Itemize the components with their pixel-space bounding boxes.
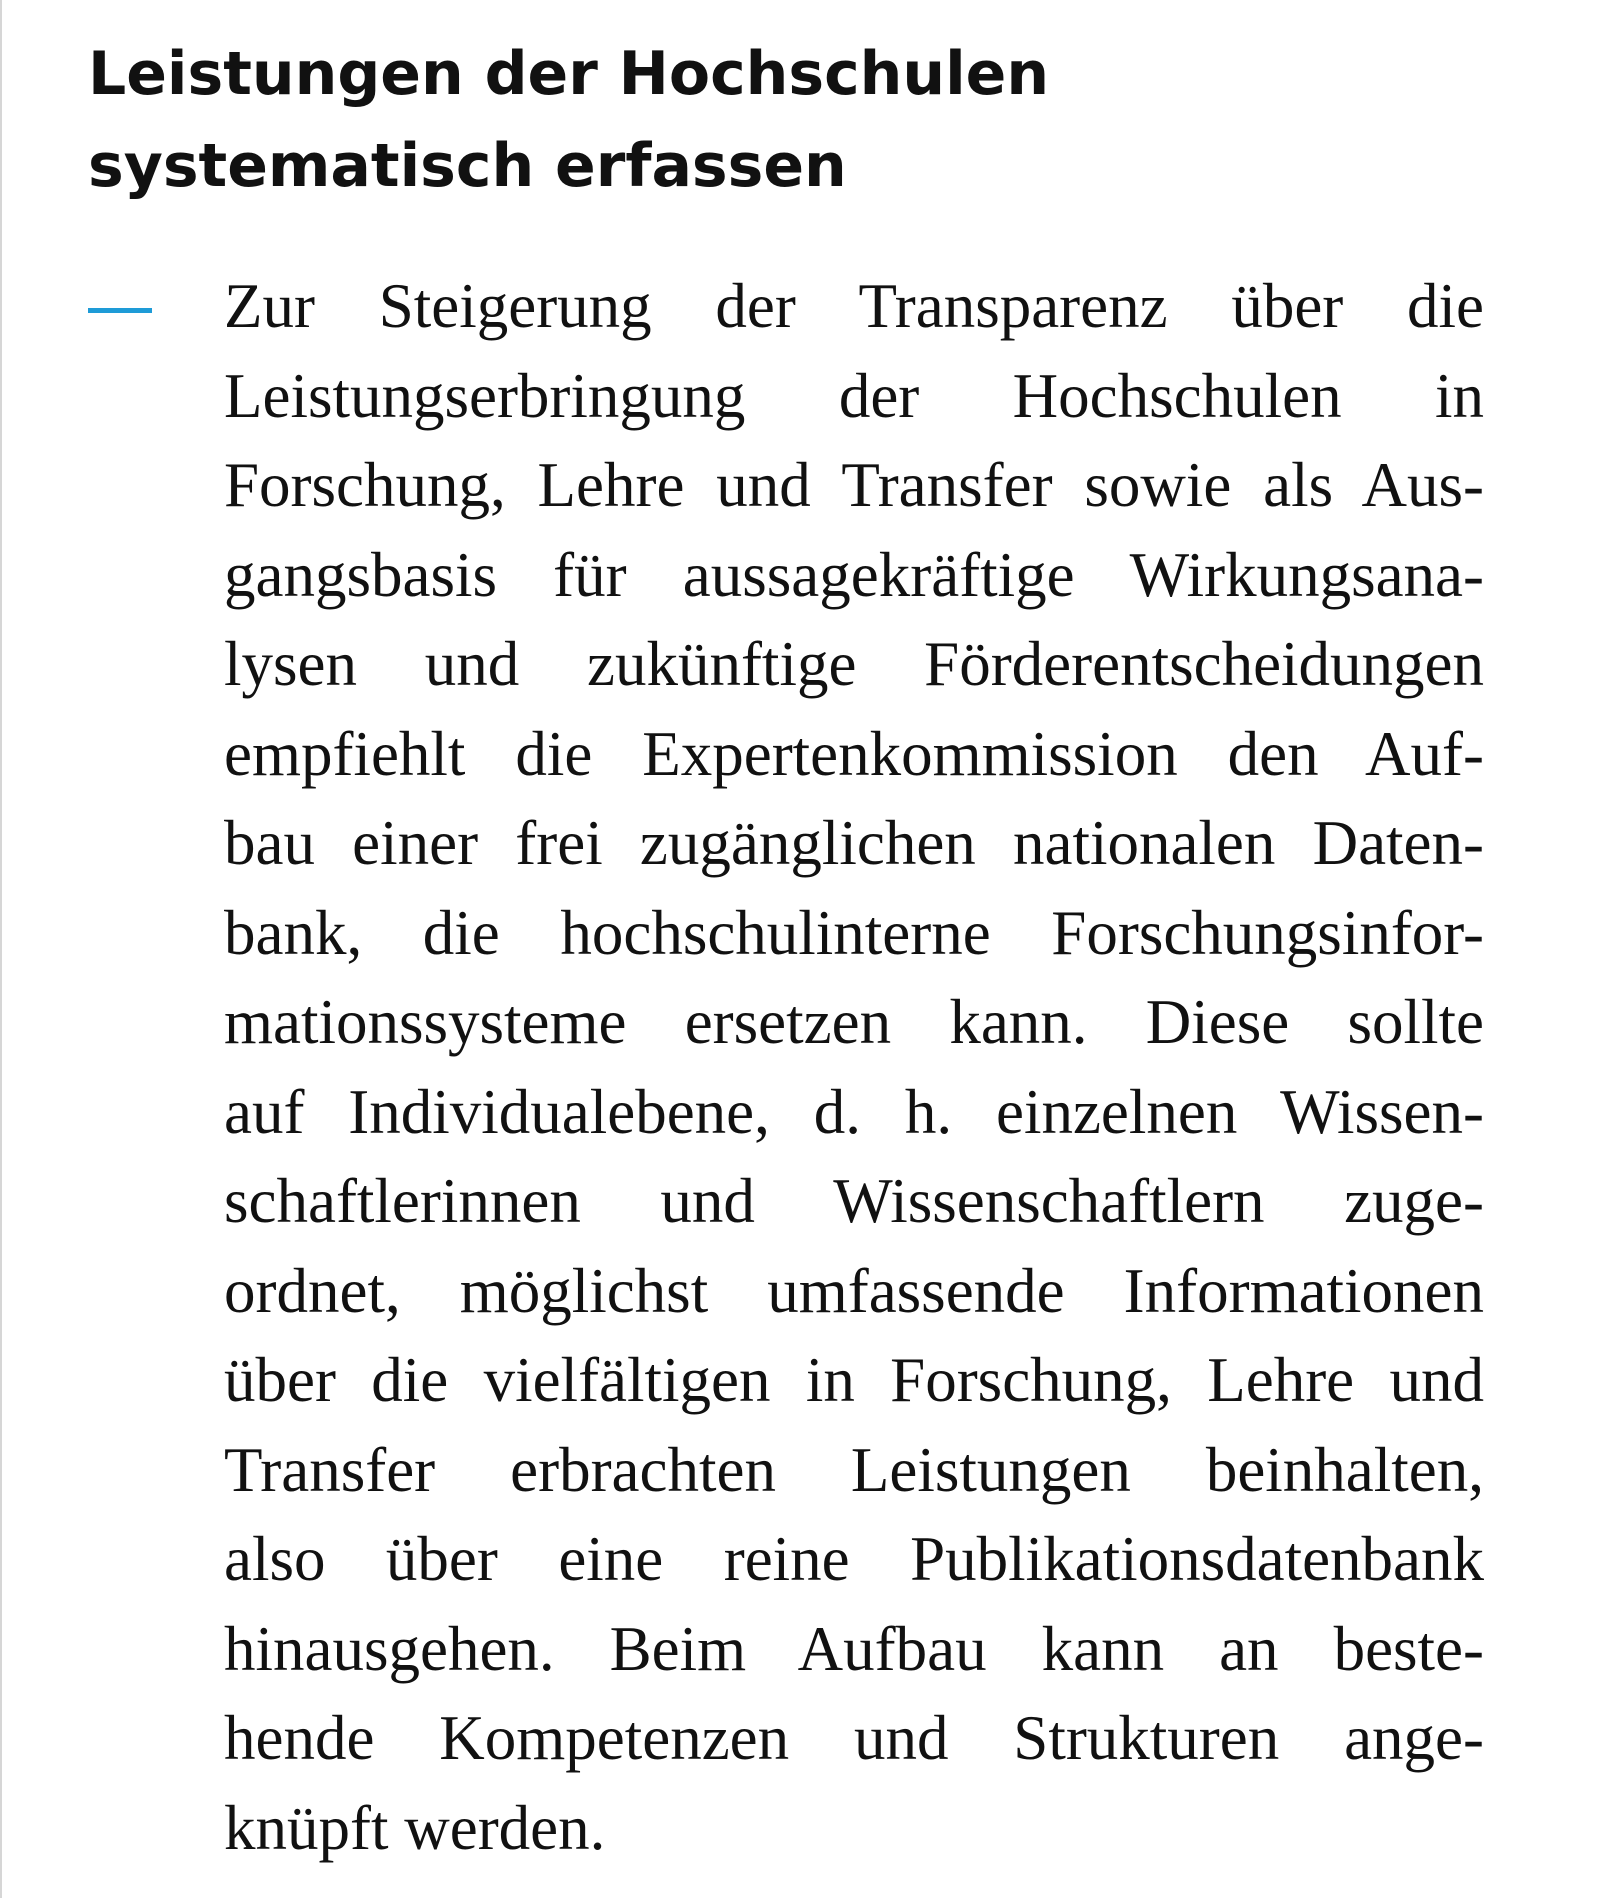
paragraph-line: empfiehlt die Expertenkommission den Auf-	[224, 718, 1484, 789]
paragraph-line: knüpft werden.	[224, 1792, 606, 1863]
paragraph-line: Forschung, Lehre und Transfer sowie als Aus-	[224, 450, 1484, 520]
paragraph-line: über die vielfältigen in Forschung, Lehre und	[224, 1345, 1484, 1415]
paragraph-line: ordnet, möglichst umfassende Informationen	[224, 1255, 1484, 1326]
paragraph-line: Zur Steigerung der Transparenz über die	[224, 271, 1484, 341]
paragraph-line: mationssysteme ersetzen kann. Diese sollte	[224, 987, 1484, 1057]
paragraph-line: lysen und zukünftige Förderentscheidungen	[224, 629, 1484, 699]
paragraph-line: also über eine reine Publikationsdatenbank	[224, 1524, 1484, 1594]
paragraph-line: schaftlerinnen und Wissenschaftlern zuge-	[224, 1166, 1484, 1236]
paragraph-line: gangsbasis für aussagekräftige Wirkungsana-	[224, 539, 1484, 610]
heading-line: systematisch erfassen	[88, 131, 847, 201]
paragraph-line: hinausgehen. Beim Aufbau kann an beste-	[224, 1613, 1484, 1684]
paragraph-line: auf Individualebene, d. h. einzelnen Wissen-	[224, 1076, 1484, 1147]
paragraph-line: bank, die hochschulinterne Forschungsinfor-	[224, 897, 1484, 968]
page-left-edge	[0, 0, 2, 1898]
paragraph-line: Leistungserbringung der Hochschulen in	[224, 360, 1484, 431]
paragraph-line: Transfer erbrachten Leistungen beinhalten,	[224, 1434, 1484, 1505]
paragraph-line: hende Kompetenzen und Strukturen ange-	[224, 1703, 1484, 1773]
list-bullet-dash	[88, 308, 152, 313]
section-heading	[88, 28, 1049, 212]
heading-line: Leistungen der Hochschulen	[88, 39, 1050, 109]
paragraph-line: bau einer frei zugänglichen nationalen Daten-	[224, 808, 1484, 878]
list-item-paragraph	[224, 262, 1484, 1873]
